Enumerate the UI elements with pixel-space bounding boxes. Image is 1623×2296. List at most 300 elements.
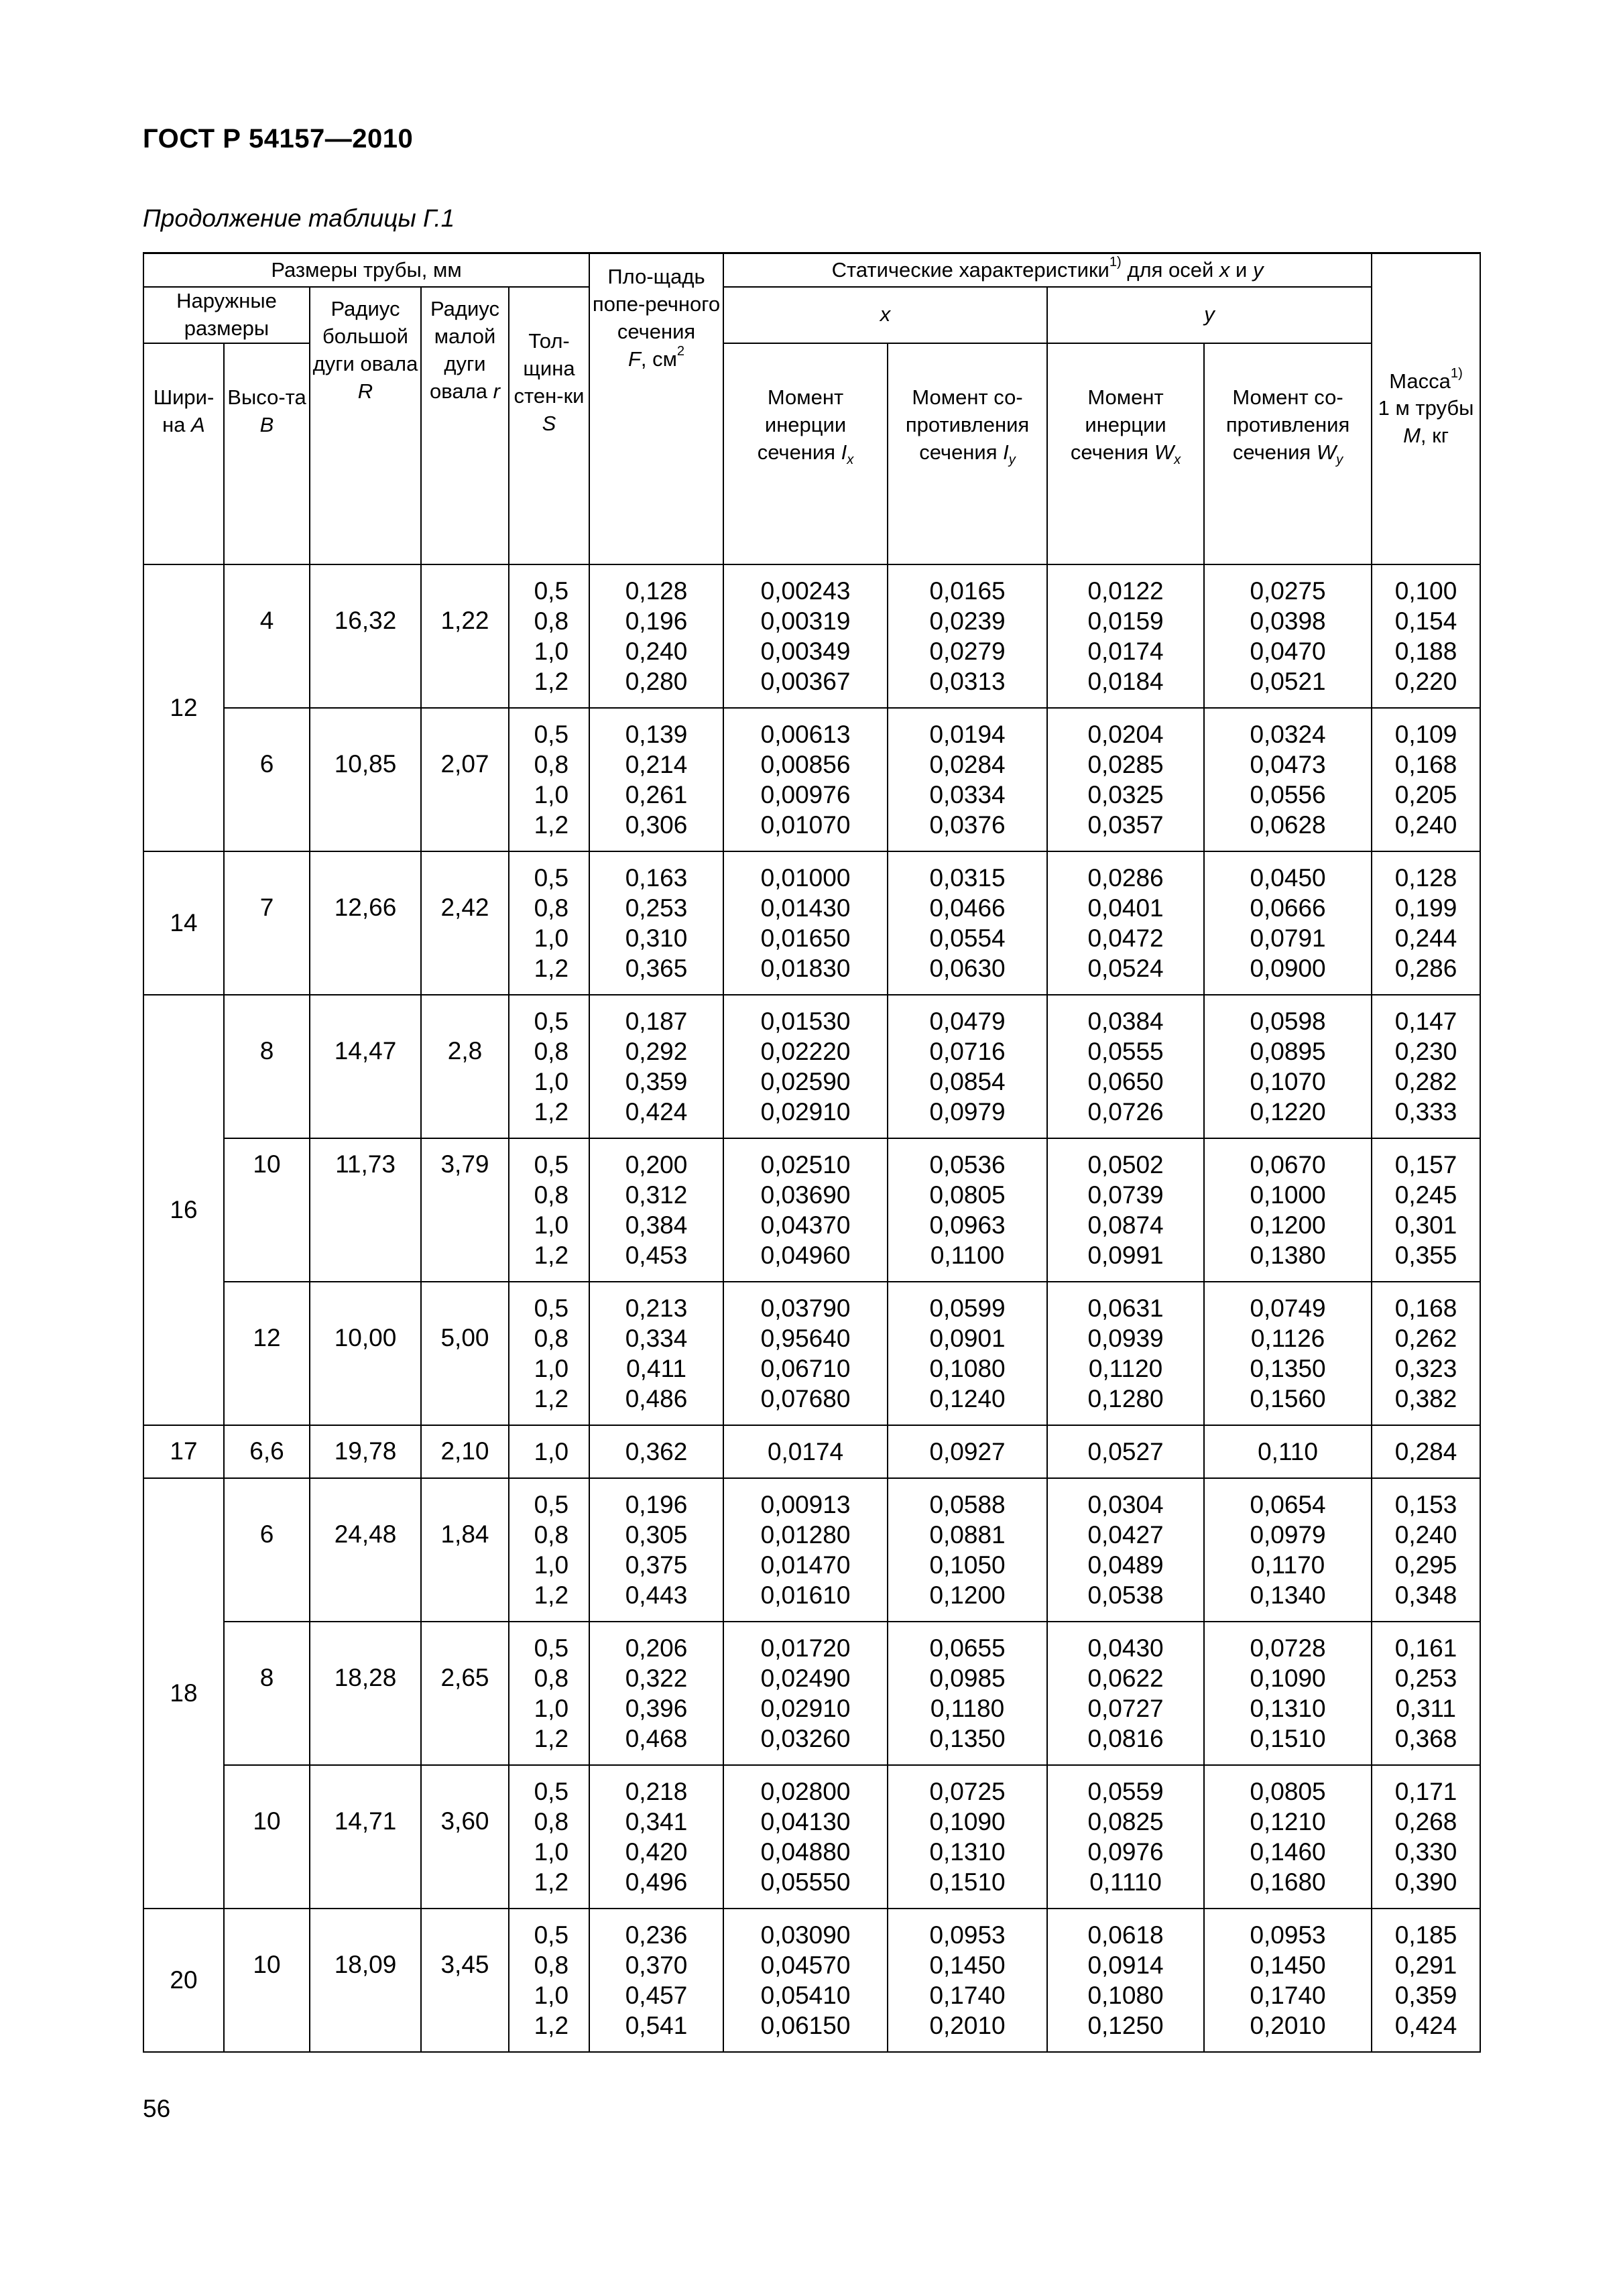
table-row [143, 708, 1480, 851]
value: 0,362 [625, 1437, 688, 1465]
value: 0,541 [625, 2011, 688, 2039]
value: 0,01530 [760, 1007, 851, 1035]
value-cell-s [509, 708, 589, 851]
value-cell-wx [1047, 1765, 1204, 1909]
value-cell-wx [1047, 1282, 1204, 1425]
value: 0,0791 [1250, 924, 1326, 952]
value-cell-wy [1204, 1478, 1372, 1622]
radius-small-cell: 2,42 [421, 851, 509, 995]
value: 0,411 [626, 1354, 686, 1382]
radius-big-cell: 18,28 [310, 1622, 421, 1765]
value: 0,245 [1394, 1181, 1457, 1209]
value-cell-wy [1204, 1138, 1372, 1282]
value-cell-iy [888, 1282, 1047, 1425]
value: 0,292 [625, 1037, 688, 1065]
value: 0,0521 [1250, 667, 1326, 695]
value: 0,07680 [760, 1384, 851, 1412]
value: 1,0 [534, 1551, 569, 1579]
width-a-cell: 12 [143, 564, 224, 851]
value: 0,01720 [760, 1634, 851, 1662]
value-cell-s [509, 1765, 589, 1909]
value: 0,1240 [929, 1384, 1006, 1412]
value: 0,0963 [929, 1211, 1006, 1239]
value: 0,00913 [760, 1490, 851, 1518]
value: 0,196 [625, 1490, 688, 1518]
height-b-cell: 10 [224, 1765, 310, 1909]
value: 0,1560 [1250, 1384, 1326, 1412]
value-cell-f [589, 1622, 723, 1765]
value: 0,5 [534, 1490, 569, 1518]
value-cell-wx [1047, 1478, 1204, 1622]
value-cell-wx [1047, 1622, 1204, 1765]
value-cell-ix [723, 564, 888, 708]
value-cell-wy [1204, 564, 1372, 708]
value: 0,0927 [929, 1437, 1006, 1465]
value: 0,0324 [1250, 720, 1326, 748]
sizes-group-header: Размеры трубы, мм [143, 253, 589, 288]
value: 0,02910 [760, 1097, 851, 1126]
value: 0,1250 [1087, 2011, 1164, 2039]
value: 0,0976 [1087, 1837, 1164, 1866]
value-cell-ix [723, 1282, 888, 1425]
value: 0,268 [1394, 1807, 1457, 1835]
value: 0,0427 [1087, 1520, 1164, 1549]
value: 0,0559 [1087, 1777, 1164, 1805]
value: 0,0159 [1087, 607, 1164, 635]
value-cell-ix [723, 1478, 888, 1622]
value: 0,0900 [1250, 954, 1326, 982]
value: 0,04370 [760, 1211, 851, 1239]
value: 0,310 [625, 924, 688, 952]
value: 0,188 [1394, 637, 1457, 665]
value: 0,0991 [1087, 1241, 1164, 1269]
value: 0,0315 [929, 863, 1006, 892]
radius-big-cell: 19,78 [310, 1425, 421, 1478]
value-cell-ix [723, 1909, 888, 2052]
value: 0,0985 [929, 1664, 1006, 1692]
radius-big-cell: 18,09 [310, 1909, 421, 2052]
value: 0,5 [534, 720, 569, 748]
value: 0,291 [1394, 1951, 1457, 1979]
value: 0,0194 [929, 720, 1006, 748]
value: 1,0 [534, 637, 569, 665]
value: 0,0174 [1087, 637, 1164, 665]
radius-small-cell: 2,8 [421, 995, 509, 1138]
value: 0,424 [625, 1097, 688, 1126]
value: 0,1350 [1250, 1354, 1326, 1382]
value-cell-m [1372, 851, 1480, 995]
value: 0,0398 [1250, 607, 1326, 635]
value: 0,03260 [760, 1724, 851, 1752]
value-cell-f [589, 1909, 723, 2052]
value: 0,5 [534, 1777, 569, 1805]
value: 0,0472 [1087, 924, 1164, 952]
value: 0,295 [1394, 1551, 1457, 1579]
value: 0,359 [625, 1067, 688, 1095]
table-row [143, 1622, 1480, 1765]
value: 0,0598 [1250, 1007, 1326, 1035]
value: 1,0 [534, 1694, 569, 1722]
value: 0,02490 [760, 1664, 851, 1692]
value: 0,5 [534, 1150, 569, 1179]
value: 0,284 [1394, 1437, 1457, 1465]
width-a-cell: 20 [143, 1909, 224, 2052]
value: 0,171 [1394, 1777, 1457, 1805]
value-cell-iy [888, 1478, 1047, 1622]
pipe-properties-table [143, 252, 1481, 2053]
value-cell-ix [723, 1765, 888, 1909]
value: 0,1200 [929, 1581, 1006, 1609]
value: 0,0979 [1250, 1520, 1326, 1549]
table-row [143, 995, 1480, 1138]
value: 0,206 [625, 1634, 688, 1662]
value: 1,0 [534, 1211, 569, 1239]
value: 0,311 [1396, 1694, 1456, 1722]
value: 1,2 [534, 1241, 569, 1269]
value: 0,396 [625, 1694, 688, 1722]
value-cell-s [509, 851, 589, 995]
value: 0,0284 [929, 750, 1006, 778]
value: 0,157 [1394, 1150, 1457, 1179]
value: 0,0489 [1087, 1551, 1164, 1579]
value: 0,100 [1394, 577, 1457, 605]
value-cell-f [589, 851, 723, 995]
radius-big-cell: 12,66 [310, 851, 421, 995]
height-b-cell: 6 [224, 708, 310, 851]
value: 0,240 [1394, 810, 1457, 839]
value: 0,02590 [760, 1067, 851, 1095]
value-cell-iy [888, 1909, 1047, 2052]
value: 0,0165 [929, 577, 1006, 605]
width-a-cell: 17 [143, 1425, 224, 1478]
value: 0,0599 [929, 1294, 1006, 1322]
value: 1,2 [534, 1097, 569, 1126]
value: 0,261 [625, 780, 688, 808]
width-header: Шири-на A [143, 343, 224, 564]
value: 0,0953 [1250, 1921, 1326, 1949]
value: 0,0430 [1087, 1634, 1164, 1662]
value: 0,230 [1394, 1037, 1457, 1065]
value: 0,334 [625, 1324, 688, 1352]
value: 1,2 [534, 810, 569, 839]
height-b-cell: 12 [224, 1282, 310, 1425]
height-header: Высо-та B [224, 343, 310, 564]
value: 0,330 [1394, 1837, 1457, 1866]
value: 0,0466 [929, 894, 1006, 922]
value: 0,375 [625, 1551, 688, 1579]
table-row [143, 564, 1480, 708]
value: 0,1080 [1087, 1981, 1164, 2009]
radius-big-cell: 10,85 [310, 708, 421, 851]
static-group-header: Статические характеристики$^{1)}$ для осей x и y [723, 253, 1372, 288]
value: 0,0184 [1087, 667, 1164, 695]
value: 0,1220 [1250, 1097, 1326, 1126]
value: 0,06150 [760, 2011, 851, 2039]
radius-small-cell: 2,07 [421, 708, 509, 851]
value: 0,1080 [929, 1354, 1006, 1382]
ix-header: Момент инерции сечения $I_x$ [723, 343, 888, 564]
value: 1,0 [534, 1981, 569, 2009]
value: 1,0 [534, 1067, 569, 1095]
value-cell-wy [1204, 995, 1372, 1138]
value: 0,2010 [1250, 2011, 1326, 2039]
value: 0,0895 [1250, 1037, 1326, 1065]
value: 1,0 [534, 924, 569, 952]
document-header: ГОСТ Р 54157—2010 [143, 124, 414, 154]
value: 0,0304 [1087, 1490, 1164, 1518]
table-caption: Продолжение таблицы Г.1 [143, 204, 455, 232]
iy-header: Момент со-противления сечения $I_y$ [888, 343, 1047, 564]
value-cell-wy [1204, 1909, 1372, 2052]
value-cell-s [509, 1282, 589, 1425]
value: 0,00319 [760, 607, 851, 635]
value: 0,253 [1394, 1664, 1457, 1692]
value-cell-wy [1204, 1765, 1372, 1909]
table-row [143, 1425, 1480, 1478]
value: 0,0622 [1087, 1664, 1164, 1692]
value-cell-s [509, 1909, 589, 2052]
value: 0,0325 [1087, 780, 1164, 808]
value: 0,240 [1394, 1520, 1457, 1549]
value-cell-f [589, 1425, 723, 1478]
value-cell-m [1372, 1425, 1480, 1478]
value-cell-iy [888, 564, 1047, 708]
value-cell-f [589, 708, 723, 851]
value: 0,0739 [1087, 1181, 1164, 1209]
value: 0,0670 [1250, 1150, 1326, 1179]
value: 0,5 [534, 1921, 569, 1949]
table-body [143, 564, 1480, 2052]
value: 0,370 [625, 1951, 688, 1979]
value: 0,0554 [929, 924, 1006, 952]
value: 0,1120 [1088, 1354, 1163, 1382]
value: 0,0279 [929, 637, 1006, 665]
value: 0,1310 [1250, 1694, 1326, 1722]
value: 0,301 [1394, 1211, 1457, 1239]
value-cell-ix [723, 708, 888, 851]
value: 0,0618 [1087, 1921, 1164, 1949]
value: 0,355 [1394, 1241, 1457, 1269]
value: 0,0588 [929, 1490, 1006, 1518]
radius-big-cell: 11,73 [310, 1138, 421, 1282]
value: 0,0401 [1087, 894, 1164, 922]
value: 0,1126 [1250, 1324, 1325, 1352]
value: 0,06710 [760, 1354, 851, 1382]
value: 0,04130 [760, 1807, 851, 1835]
value: 0,0628 [1250, 810, 1326, 839]
value: 0,0716 [929, 1037, 1006, 1065]
value: 0,0527 [1087, 1437, 1164, 1465]
value-cell-wx [1047, 995, 1204, 1138]
value: 0,00856 [760, 750, 851, 778]
value: 0,0874 [1087, 1211, 1164, 1239]
value: 0,5 [534, 1294, 569, 1322]
value: 0,95640 [760, 1324, 851, 1352]
value-cell-ix [723, 1622, 888, 1765]
value: 0,03690 [760, 1181, 851, 1209]
value-cell-wy [1204, 1282, 1372, 1425]
value-cell-m [1372, 708, 1480, 851]
value: 0,1350 [929, 1724, 1006, 1752]
value: 0,359 [1394, 1981, 1457, 2009]
value: 0,04960 [760, 1241, 851, 1269]
value: 0,01610 [760, 1581, 851, 1609]
value: 0,5 [534, 1007, 569, 1035]
radius-big-cell: 10,00 [310, 1282, 421, 1425]
value: 0,0979 [929, 1097, 1006, 1126]
value: 0,213 [625, 1294, 688, 1322]
value: 0,5 [534, 577, 569, 605]
value-cell-f [589, 1478, 723, 1622]
value: 0,0825 [1087, 1807, 1164, 1835]
value-cell-iy [888, 1138, 1047, 1282]
radius-small-cell: 2,10 [421, 1425, 509, 1478]
value: 0,110 [1258, 1437, 1318, 1465]
value-cell-ix [723, 851, 888, 995]
value: 0,2010 [929, 2011, 1006, 2039]
table-row [143, 851, 1480, 995]
value: 1,2 [534, 1868, 569, 1896]
value: 0,00349 [760, 637, 851, 665]
value: 0,244 [1394, 924, 1457, 952]
value: 0,306 [625, 810, 688, 839]
value: 0,05550 [760, 1868, 851, 1896]
value: 0,00243 [760, 577, 851, 605]
value-cell-m [1372, 1478, 1480, 1622]
value: 0,1680 [1250, 1868, 1326, 1896]
value: 0,0901 [929, 1324, 1006, 1352]
value: 0,0727 [1087, 1694, 1164, 1722]
value: 0,0524 [1087, 954, 1164, 982]
value-cell-wx [1047, 1909, 1204, 2052]
value: 0,02910 [760, 1694, 851, 1722]
value: 1,2 [534, 667, 569, 695]
value-cell-s [509, 1138, 589, 1282]
value: 0,282 [1394, 1067, 1457, 1095]
value: 0,0654 [1250, 1490, 1326, 1518]
value: 0,161 [1394, 1634, 1457, 1662]
table-row [143, 1909, 1480, 2052]
value: 0,322 [625, 1664, 688, 1692]
value: 0,8 [534, 1037, 569, 1065]
value: 0,218 [625, 1777, 688, 1805]
value: 0,333 [1394, 1097, 1457, 1126]
value: 0,0334 [929, 780, 1006, 808]
value: 0,0470 [1250, 637, 1326, 665]
value-cell-ix [723, 995, 888, 1138]
value: 1,2 [534, 954, 569, 982]
value: 0,00976 [760, 780, 851, 808]
table-head [143, 253, 1480, 564]
value: 0,0479 [929, 1007, 1006, 1035]
value-cell-iy [888, 995, 1047, 1138]
value: 0,0728 [1250, 1634, 1326, 1662]
value: 0,0650 [1087, 1067, 1164, 1095]
radius-big-cell: 16,32 [310, 564, 421, 708]
value: 0,8 [534, 750, 569, 778]
outer-sizes-header: Наружные размеры [143, 287, 310, 343]
value: 0,199 [1394, 894, 1457, 922]
value: 0,368 [1394, 1724, 1457, 1752]
value: 1,2 [534, 1724, 569, 1752]
value: 0,286 [1394, 954, 1457, 982]
value: 0,240 [625, 637, 688, 665]
value-cell-s [509, 1478, 589, 1622]
value: 0,8 [534, 1664, 569, 1692]
value: 0,8 [534, 1520, 569, 1549]
value: 0,453 [625, 1241, 688, 1269]
value: 0,01830 [760, 954, 851, 982]
value-cell-f [589, 564, 723, 708]
value-cell-f [589, 995, 723, 1138]
value: 1,0 [534, 1354, 569, 1382]
value: 0,00367 [760, 667, 851, 695]
value: 0,365 [625, 954, 688, 982]
value: 0,0854 [929, 1067, 1006, 1095]
table-row [143, 1138, 1480, 1282]
value-cell-m [1372, 564, 1480, 708]
value: 0,0666 [1250, 894, 1326, 922]
value: 0,05410 [760, 1981, 851, 2009]
radius-small-cell: 5,00 [421, 1282, 509, 1425]
value-cell-m [1372, 1622, 1480, 1765]
wy-header: Момент со-противления сечения $W_y$ [1204, 343, 1372, 564]
table-row [143, 1478, 1480, 1622]
value-cell-ix [723, 1138, 888, 1282]
value: 0,424 [1394, 2011, 1457, 2039]
value-cell-iy [888, 1765, 1047, 1909]
value-cell-wx [1047, 1425, 1204, 1478]
value: 0,1380 [1250, 1241, 1326, 1269]
value: 0,02510 [760, 1150, 851, 1179]
value: 0,280 [625, 667, 688, 695]
thickness-header: Тол-щина стен-ки S [509, 287, 589, 564]
value: 0,5 [534, 1634, 569, 1662]
radius-small-cell: 1,84 [421, 1478, 509, 1622]
value: 0,01650 [760, 924, 851, 952]
value: 1,2 [534, 2011, 569, 2039]
value: 0,02800 [760, 1777, 851, 1805]
value: 0,390 [1394, 1868, 1457, 1896]
value: 0,163 [625, 863, 688, 892]
value: 0,0655 [929, 1634, 1006, 1662]
value: 0,1170 [1250, 1551, 1325, 1579]
value-cell-s [509, 995, 589, 1138]
value: 0,468 [625, 1724, 688, 1752]
value: 0,1510 [1250, 1724, 1326, 1752]
value-cell-iy [888, 708, 1047, 851]
value-cell-m [1372, 1282, 1480, 1425]
value: 0,1200 [1250, 1211, 1326, 1239]
value: 0,03790 [760, 1294, 851, 1322]
value: 0,200 [625, 1150, 688, 1179]
value-cell-wx [1047, 1138, 1204, 1282]
value: 0,214 [625, 750, 688, 778]
value-cell-wy [1204, 851, 1372, 995]
value: 0,0239 [929, 607, 1006, 635]
value-cell-wx [1047, 708, 1204, 851]
value: 0,0275 [1250, 577, 1326, 605]
radius-big-header: Радиус большой дуги овала R [310, 287, 421, 564]
value: 0,0805 [929, 1181, 1006, 1209]
value: 0,1740 [1250, 1981, 1326, 2009]
value: 0,457 [625, 1981, 688, 2009]
value: 0,196 [625, 607, 688, 635]
value: 0,323 [1394, 1354, 1457, 1382]
value: 0,1340 [1250, 1581, 1326, 1609]
value: 0,0630 [929, 954, 1006, 982]
value: 0,01000 [760, 863, 851, 892]
